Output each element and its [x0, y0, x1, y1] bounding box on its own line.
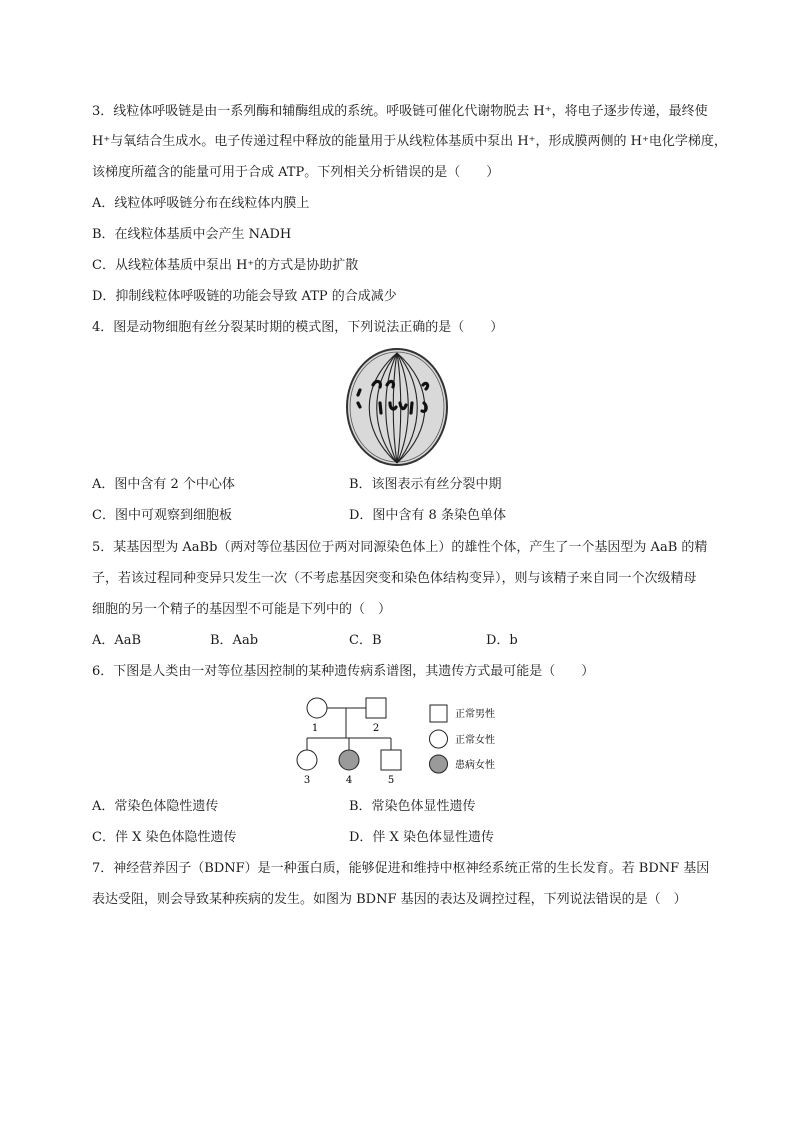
- individual-2-male: [366, 698, 386, 718]
- q5-option-d: D．b: [486, 633, 518, 648]
- label-4: 4: [345, 775, 353, 786]
- legend-affected-female: 患病女性: [455, 760, 495, 771]
- q6-option-a: A．常染色体隐性遗传: [92, 799, 219, 814]
- individual-1-female: [307, 698, 327, 718]
- q3-option-b: B．在线粒体基质中会产生 NADH: [92, 227, 292, 242]
- q3-option-c: C．从线粒体基质中泵出 H⁺的方式是协助扩散: [92, 258, 359, 273]
- q3-line-2: H⁺与氧结合生成水。电子传递过程中释放的能量用于从线粒体基质中泵出 H⁺，形成膜两侧的 H⁺电化学梯度，: [92, 134, 727, 149]
- q5-option-a: A．AaB: [92, 633, 142, 648]
- q4-option-c: C．图中可观察到细胞板: [92, 508, 232, 523]
- label-3: 3: [303, 775, 311, 786]
- q3-line-1: 3．线粒体呼吸链是由一系列酶和辅酶组成的系统。呼吸链可催化代谢物脱去 H⁺，将电子逐步传递，最终使: [92, 104, 708, 119]
- pedigree-legend: [428, 703, 518, 778]
- q4-option-b: B．该图表示有丝分裂中期: [349, 477, 502, 492]
- q6-option-d: D．伴 X 染色体显性遗传: [349, 830, 494, 845]
- q4-option-a: A．图中含有 2 个中心体: [92, 477, 235, 492]
- q5-option-c: C．B: [349, 633, 382, 648]
- label-5: 5: [387, 775, 395, 786]
- q4-option-d: D．图中含有 8 条染色单体: [349, 508, 506, 523]
- individual-4-affected-female: [339, 750, 359, 770]
- q5-line-2: 子，若该过程同种变异只发生一次（不考虑基因突变和染色体结构变异），则与该精子来自同一个次级精母: [92, 571, 697, 586]
- q3-option-d: D．抑制线粒体呼吸链的功能会导致 ATP 的合成减少: [92, 289, 397, 304]
- q7-line-2: 表达受阻，则会导致某种疾病的发生。如图为 BDNF 基因的表达及调控过程，下列说法错误的是（ ）: [92, 892, 687, 907]
- q4-line-1: 4．图是动物细胞有丝分裂某时期的模式图，下列说法正确的是（ ）: [92, 320, 504, 335]
- label-1: 1: [311, 723, 319, 734]
- q5-line-3: 细胞的另一个精子的基因型不可能是下列中的（ ）: [92, 602, 392, 617]
- q3-line-3: 该梯度所蕴含的能量可用于合成 ATP。下列相关分析错误的是（ ）: [92, 165, 500, 180]
- legend-female-symbol: [430, 730, 448, 748]
- q5-line-1: 5．某基因型为 AaBb（两对等位基因位于两对同源染色体上）的雄性个体，产生了一个基因型为 AaB 的精: [92, 540, 708, 555]
- q6-option-c: C．伴 X 染色体隐性遗传: [92, 830, 237, 845]
- q6-option-b: B．常染色体显性遗传: [349, 799, 476, 814]
- q5-option-b: B．Aab: [210, 633, 259, 648]
- legend-male-symbol: [430, 705, 447, 722]
- pedigree-chart: [290, 692, 410, 787]
- individual-5-male: [381, 750, 401, 770]
- individual-3-female: [297, 750, 317, 770]
- q3-option-a: A．线粒体呼吸链分布在线粒体内膜上: [92, 196, 310, 211]
- legend-normal-male: 正常男性: [455, 709, 495, 720]
- legend-affected-female-symbol: [430, 755, 448, 773]
- mitosis-cell-figure: [340, 345, 455, 470]
- label-2: 2: [372, 723, 380, 734]
- q6-line-1: 6．下图是人类由一对等位基因控制的某种遗传病系谱图，其遗传方式最可能是（ ）: [92, 664, 595, 679]
- q7-line-1: 7．神经营养因子（BDNF）是一种蛋白质，能够促进和维持中枢神经系统正常的生长发育。若 BDNF 基因: [92, 861, 710, 876]
- legend-normal-female: 正常女性: [455, 735, 495, 746]
